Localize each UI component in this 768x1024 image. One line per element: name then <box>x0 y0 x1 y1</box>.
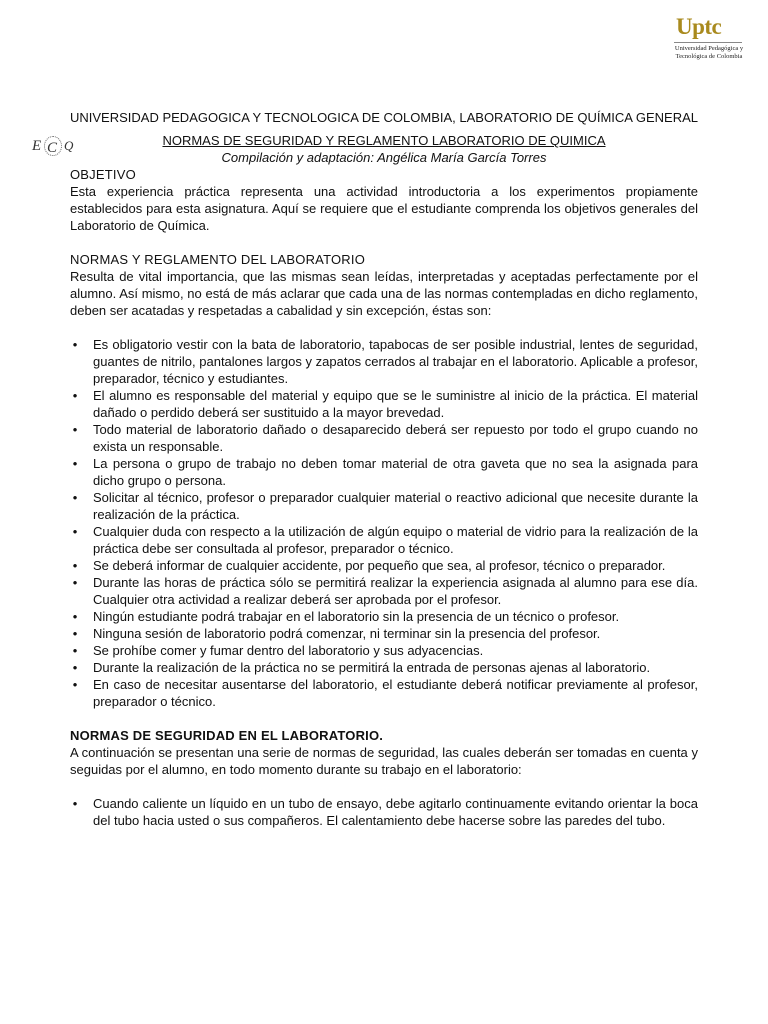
ecq-logo-letter-e: E <box>32 138 42 154</box>
seguridad-heading: NORMAS DE SEGURIDAD EN EL LABORATORIO. <box>70 728 384 743</box>
list-item-text: En caso de necesitar ausentarse del laboratorio, el estudiante deberá notificar previamente al profesor, preparador o técnico. <box>93 677 698 709</box>
list-item-text: Ningún estudiante podrá trabajar en el laboratorio sin la presencia de un técnico o profesor. <box>93 609 620 624</box>
bullet-icon: • <box>72 490 78 505</box>
objetivo-text: Esta experiencia práctica representa una actividad introductoria a los experimentos propiamente establecidos para esta asignatura. Aquí se requiere que el estudiante comprenda los objetivos generales del Laboratorio de Química. <box>70 184 698 233</box>
bullet-icon: • <box>72 643 78 658</box>
list-item-text: Cualquier duda con respecto a la utilización de algún equipo o material de vidrio para la realización de la práctica debe ser consultada al profesor, preparador o técnico. <box>93 524 698 556</box>
list-item-text: Es obligatorio vestir con la bata de laboratorio, tapabocas de ser posible industrial, lentes de seguridad, guantes de nitrilo, pantalones largos y zapatos cerrados al trabajar en el laboratorio. Aplicable a profesor, preparador, técnico y estudiantes. <box>93 337 698 386</box>
list-item-text: Durante las horas de práctica sólo se permitirá realizar la experiencia asignada al alumno para ese día. Cualquier otra actividad a realizar deberá ser aprobada por el profesor. <box>93 575 698 607</box>
bullet-icon: • <box>72 422 78 437</box>
list-item-text: Solicitar al técnico, profesor o preparador cualquier material o reactivo adicional que necesite durante la realización de la práctica. <box>93 490 698 522</box>
list-item-text: Se prohíbe comer y fumar dentro del laboratorio y sus adyacencias. <box>93 643 484 658</box>
ecq-logo-letter-q: Q <box>64 138 74 153</box>
list-item <box>70 625 698 642</box>
list-item <box>70 795 698 829</box>
list-item <box>70 574 698 608</box>
bullet-icon: • <box>72 524 78 539</box>
list-item <box>70 336 698 387</box>
bullet-icon: • <box>72 558 78 573</box>
uptc-logo-wordmark: Uptc <box>676 14 722 39</box>
spacer <box>70 778 698 795</box>
document-credit: Compilación y adaptación: Angélica María García Torres <box>221 150 547 165</box>
list-item <box>70 608 698 625</box>
bullet-icon: • <box>72 388 78 403</box>
spacer <box>70 234 698 251</box>
bullet-icon: • <box>72 796 78 811</box>
list-item <box>70 421 698 455</box>
seguridad-list <box>70 795 698 829</box>
seguridad-intro: A continuación se presentan una serie de normas de seguridad, las cuales deberán ser tomadas en cuenta y seguidas por el alumno, en todo momento durante su trabajo en el laboratorio: <box>70 745 698 777</box>
list-item <box>70 676 698 710</box>
bullet-icon: • <box>72 456 78 471</box>
list-item-text: Todo material de laboratorio dañado o desaparecido deberá ser repuesto por todo el grupo cuando no exista un responsable. <box>93 422 698 454</box>
document-title: UNIVERSIDAD PEDAGOGICA Y TECNOLOGICA DE COLOMBIA, LABORATORIO DE QUÍMICA GENERAL <box>70 110 699 125</box>
list-item <box>70 557 698 574</box>
uptc-logo <box>668 12 750 66</box>
list-item-text: Se deberá informar de cualquier accidente, por pequeño que sea, al profesor, técnico o preparador. <box>93 558 666 573</box>
list-item <box>70 489 698 523</box>
document-subtitle: NORMAS DE SEGURIDAD Y REGLAMENTO LABORATORIO DE QUIMICA <box>162 133 606 148</box>
normas-heading: NORMAS Y REGLAMENTO DEL LABORATORIO <box>70 252 365 267</box>
spacer <box>70 710 698 727</box>
ecq-logo-letter-c: C <box>47 140 58 156</box>
normas-list <box>70 336 698 710</box>
bullet-icon: • <box>72 609 78 624</box>
normas-intro: Resulta de vital importancia, que las mismas sean leídas, interpretadas y aceptadas perfectamente por el alumno. Así mismo, no está de más aclarar que cada una de las normas contempladas en dicho reglamento, deben ser acatadas y respetadas a cabalidad y sin excepción, éstas son: <box>70 269 698 318</box>
list-item <box>70 659 698 676</box>
document-body <box>70 108 698 829</box>
uptc-logo-subtitle: Universidad Pedagógica y Tecnológica de Colombia <box>674 45 744 60</box>
list-item <box>70 387 698 421</box>
uptc-logo-rule <box>674 42 742 43</box>
bullet-icon: • <box>72 677 78 692</box>
list-item-text: Durante la realización de la práctica no se permitirá la entrada de personas ajenas al laboratorio. <box>93 660 651 675</box>
list-item <box>70 642 698 659</box>
list-item-text: Cuando caliente un líquido en un tubo de ensayo, debe agitarlo continuamente evitando orientar la boca del tubo hacia usted o sus compañeros. El calentamiento debe hacerse sobre las paredes del tubo. <box>93 796 698 828</box>
spacer <box>70 319 698 336</box>
bullet-icon: • <box>72 626 78 641</box>
bullet-icon: • <box>72 337 78 352</box>
list-item-text: El alumno es responsable del material y equipo que se le suministre al inicio de la práctica. El material dañado o perdido deberá ser sustituido a la mayor brevedad. <box>93 388 698 420</box>
bullet-icon: • <box>72 660 78 675</box>
list-item-text: La persona o grupo de trabajo no deben tomar material de otra gaveta que no sea la asignada para dicho grupo o persona. <box>93 456 698 488</box>
bullet-icon: • <box>72 575 78 590</box>
list-item <box>70 455 698 489</box>
objetivo-heading: OBJETIVO <box>70 167 136 182</box>
list-item-text: Ninguna sesión de laboratorio podrá comenzar, ni terminar sin la presencia del profesor. <box>93 626 601 641</box>
list-item <box>70 523 698 557</box>
